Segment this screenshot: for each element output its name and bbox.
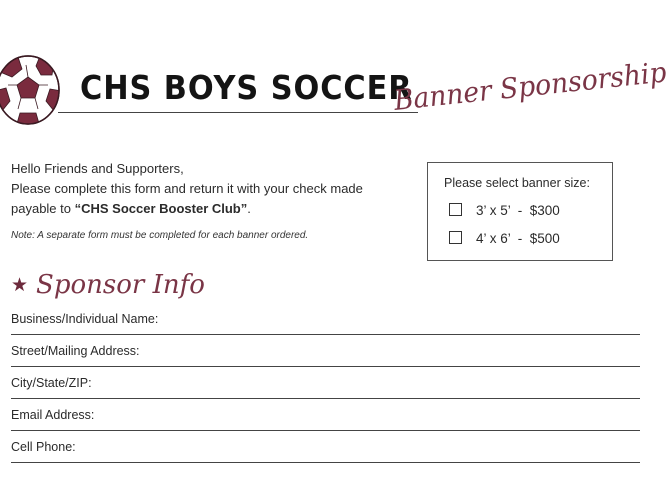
field-label: City/State/ZIP: (11, 376, 92, 390)
payee-name: “CHS Soccer Booster Club” (74, 201, 248, 216)
form-note: Note: A separate form must be completed for each banner ordered. (11, 230, 309, 241)
greeting: Hello Friends and Supporters, (11, 161, 184, 176)
intro-text (11, 159, 411, 246)
option-label: 3’ x 5’ - $300 (476, 203, 560, 218)
payable-prefix: payable to (11, 201, 75, 216)
instructions-line-2 (11, 199, 411, 219)
payable-suffix: . (247, 201, 251, 216)
instructions-line-1: Please complete this form and return it with your check made (11, 181, 363, 196)
star-icon: ★ (11, 275, 29, 296)
cell-phone-field[interactable] (11, 438, 640, 463)
option-label: 4’ x 6’ - $500 (476, 231, 560, 246)
page-title: CHS BOYS SOCCER (80, 68, 413, 107)
field-label: Cell Phone: (11, 440, 76, 454)
checkbox-icon[interactable] (449, 231, 462, 244)
banner-size-option-3x5[interactable] (449, 203, 560, 218)
sponsor-info-title: Sponsor Info (36, 270, 205, 300)
mailing-address-field[interactable] (11, 342, 640, 367)
soccer-ball-icon (0, 55, 60, 125)
checkbox-icon[interactable] (449, 203, 462, 216)
banner-size-option-4x6[interactable] (449, 231, 560, 246)
header-divider (58, 112, 418, 113)
field-label: Business/Individual Name: (11, 312, 159, 326)
banner-size-box (427, 162, 613, 261)
city-state-zip-field[interactable] (11, 374, 640, 399)
field-label: Email Address: (11, 408, 95, 422)
email-address-field[interactable] (11, 406, 640, 431)
banner-sponsorship-heading: Banner Sponsorship (392, 55, 668, 117)
sponsor-info-heading (11, 270, 205, 300)
banner-size-prompt: Please select banner size: (444, 176, 590, 190)
business-name-field[interactable] (11, 310, 640, 335)
field-label: Street/Mailing Address: (11, 344, 140, 358)
